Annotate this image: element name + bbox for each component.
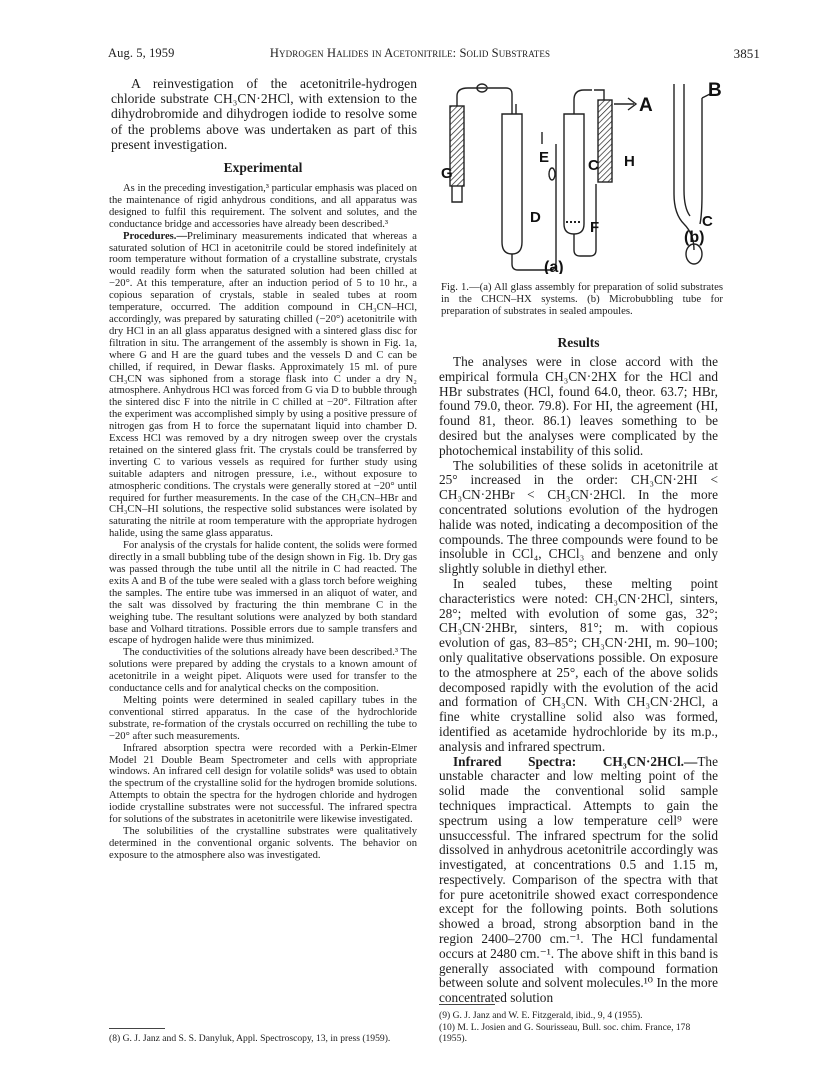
procedures-paragraph	[109, 231, 417, 541]
label-g: G	[441, 165, 453, 182]
arrow-a	[614, 98, 636, 110]
microtube-b-right	[700, 98, 702, 224]
experimental-heading: Experimental	[223, 160, 303, 175]
footnote-rule-left	[109, 1028, 165, 1029]
label-figure-b: (b)	[684, 229, 705, 246]
experimental-p4: The conductivities of the solutions already have been described.³ The solutions were prepared by adding the crystals to a known amount of acetonitrile in a weight pipet. Aliquots were used for transfer to the conductance cells and for analytical checks on the composition.	[109, 647, 417, 695]
infrared-paragraph	[439, 755, 718, 1007]
procedures-text: Preliminary measurements indicated that whereas a saturated solution of HCl in acetonitrile could be stored indefinitely at room temperature without formation of a crystalline substrate, crystals would readily form when the saturated solution had been chilled at −20°. At this temperature, after an induction period of 5 to 10 hr., a copious separation of crystals, stable in sealed tubes at room temperature, occurred. The addition compound in CH₃CN–HCl, accordingly, was prepared by saturating chilled (−20°) acetonitrile with dry HCl in an all glass apparatus designed with a sintered glass disc for filtration in situ. The arrangement of the assembly is shown in Fig. 1a, where G and H are the guard tubes and the vessels D and C can be chilled, if required, in Dewar flasks. Approximately 15 ml. of pure CH₃CN was siphoned from a storage flask into C under a dry N₂ atmosphere. Anhydrous HCl was forced from G via D to bubble through the sintered disc F into the nitrile in C chilled at −20°. Filtration after the experiment was accomplished simply by using a positive pressure of nitrogen gas from H to force the supernatant liquid into chamber D. Excess HCl was removed by a dry nitrogen sweep over the crystals retained on the sintered glass frit. The crystals could be transferred by inverting C to various vessels as required for further study using suitable adapters and nitrogen pressure, i.e., without exposure to atmospheric conditions. The crystals were generally stored at −20° until required for further measurements. In the case of the CH₃CN–HBr and CH₃CN–HI solutions, the respective solid substances were isolated by saturating the nitrile at room temperature with the appropriate hydrogen halide, using the same glass apparatus.	[109, 230, 417, 540]
footnote-10: (10) M. L. Josien and G. Sourisseau, Bull. soc. chim. France, 178 (1955).	[439, 1022, 691, 1044]
label-a: A	[639, 95, 653, 116]
intro-paragraph	[111, 76, 417, 152]
vessel-d	[502, 114, 522, 254]
stopcock-e	[549, 168, 555, 180]
running-title-text: Hydrogen Halides in Acetonitrile: Solid Substrates	[269, 46, 551, 60]
results-p1: The analyses were in close accord with the empirical formula CH₃CN·2HX for the HCl and HBr substrates (HCl, found 64.0, theor. 63.7; HBr, found 79.0, theor. 79.8). For HI, the agreement (HI, found 81, theor. 86.1) leaves something to be desired but the analyses were complicated by the photochemical instability of this solid.	[439, 354, 718, 458]
experimental-p7: The solubilities of the crystalline substrates were qualitatively determined in the conventional organic solvents. The behavior on exposure to the atmosphere also was investigated.	[109, 825, 417, 861]
results-heading: Results	[557, 335, 600, 350]
results-p2: The solubilities of these solids in acetonitrile at 25° increased in the order: CH₃CN·2HI < CH₃CN·2HBr < CH₃CN·2HCl. In the more concentrated solutions evolution of the hydrogen halide was noted, indicating a decomposition of the compounds. The three compounds were found to be insoluble in CCl₄, CHCl₃ and benzene and only slightly soluble in diethyl ether.	[439, 457, 718, 577]
label-figure-a: (a)	[544, 259, 564, 274]
guard-tube-h	[598, 100, 612, 182]
results-body	[439, 355, 718, 1006]
footnote-rule-right	[439, 1004, 495, 1005]
figure-caption	[441, 281, 723, 318]
label-b: B	[708, 80, 722, 101]
label-h: H	[624, 153, 635, 170]
label-c: C	[588, 157, 599, 174]
header-date: Aug. 5, 1959	[108, 46, 175, 60]
vessel-c	[564, 114, 584, 234]
label-e: E	[539, 149, 550, 166]
experimental-p5: Melting points were determined in sealed capillary tubes in the conventional stirred apparatus. In the case of the hydrochloride substrate, re-formation of the crystals occurred on rechilling the tube to −20° after such measurements.	[109, 694, 417, 742]
microtube-b-inner	[684, 84, 690, 216]
label-f: F	[590, 219, 600, 236]
apparatus-figure	[438, 74, 732, 274]
footnote-8: (8) G. J. Janz and S. S. Danyluk, Appl. Spectroscopy, 13, in press (1959).	[109, 1033, 391, 1044]
experimental-p3: For analysis of the crystals for halide content, the solids were formed directly in a small bubbling tube of the design shown in Fig. 1b. Dry gas was passed through the tube until all the nitrile in C had reacted. The exits A and B of the tube were sealed with a glass torch before weighing the samples. The entire tube was immersed in an aliquot of water, and the salt was dissolved by fracturing the thin membrane C in the weighing tube. The resultant solutions were analyzed by both standard base and Volhard titrations. Possible errors due to sample transfers and escape of hydrogen halide were thus minimized.	[109, 540, 417, 647]
guard-tube-g-base	[452, 186, 462, 202]
infrared-label: Infrared Spectra: CH₃CN·2HCl.—	[453, 753, 698, 769]
intro-text: A reinvestigation of the acetonitrile-hydrogen chloride substrate CH₃CN·2HCl, with extension to the dihydrobromide and dihydrogen iodide to resolve some of the problems above was undertaken as part of this present investigation.	[111, 76, 417, 152]
results-p3: In sealed tubes, these melting point characteristics were noted: CH₃CN·2HCl, sinters, 28°; melted with evolution of some gas, 32°; CH₃CN·2HBr, sinters, 81°; m. with copious evolution of gas, 83–85°; CH₃CN·2HI, m. 90–100; only qualitative observations possible. On exposure to the atmosphere at 25°, each of the above solids decomposed rapidly with the evolution of the acid and formation of CH₃CN. With CH₃CN·2HCl, a fine white crystalline solid also was formed, identified as acetamide hydrochloride by its m.p., analysis and infrared spectrum.	[439, 575, 718, 754]
caption-prefix: Fig. 1.—	[441, 281, 480, 293]
caption-text: (a) All glass assembly for preparation of solid substrates in the CHCN–HX systems. (b) Microbubbling tube for preparation of substrates in sealed ampoules.	[441, 281, 723, 318]
footnote-9: (9) G. J. Janz and W. E. Fitzgerald, ibid., 9, 4 (1955).	[439, 1010, 643, 1021]
label-c-microtube: C	[702, 213, 713, 230]
tube-to-h	[594, 90, 604, 100]
infrared-text: The unstable character and low melting point of the solid made the conventional solid sample techniques impractical. Attempts to gain the spectrum using a low temperature cell⁹ were unsuccessful. The infrared spectrum for the solid dissolved in anhydrous acetonitrile accordingly was investigated, at concentrations 0.5 and 1.15 m, respectively. Comparison of the spectra with that for pure acetonitrile showed exact correspondence except for the following points. Both solutions showed a broad, strong absorption band in the region 2400–2700 cm.⁻¹. The HCl fundamental occurs at 2480 cm.⁻¹. The above shift in this band is generally associated with compound formation between solute and solvent molecules.¹⁰ In the more concentrated solution	[439, 753, 718, 1006]
page-number: 3851	[733, 46, 760, 61]
label-d: D	[530, 209, 541, 226]
inlet-to-d	[487, 88, 512, 114]
running-title	[0, 46, 820, 61]
experimental-body	[109, 183, 417, 862]
vessel-c-top	[574, 90, 592, 114]
tube-g-to-d	[457, 88, 486, 106]
experimental-p1: As in the preceding investigation,³ particular emphasis was placed on the maintenance of rigid anhydrous conditions, and all apparatus was designed to fulfil this requirement. The solvent and solutes, and the conductance bridge and accessories have already been described.³	[109, 183, 417, 230]
experimental-p6: Infrared absorption spectra were recorded with a Perkin-Elmer Model 21 Double Beam Spectrometer and cells with appropriate windows. An infrared cell design for volatile solids⁸ was used to obtain the spectrum of the crystalline solid for the hydrogen bromide solutions. Attempts to obtain the spectra for the hydrogen chloride and hydrogen iodide crystalline substrates were not successful. The infrared spectra for solutions of the substrates in acetonitrile were likewise investigated.	[109, 742, 417, 826]
procedures-label: Procedures.—	[123, 230, 188, 242]
